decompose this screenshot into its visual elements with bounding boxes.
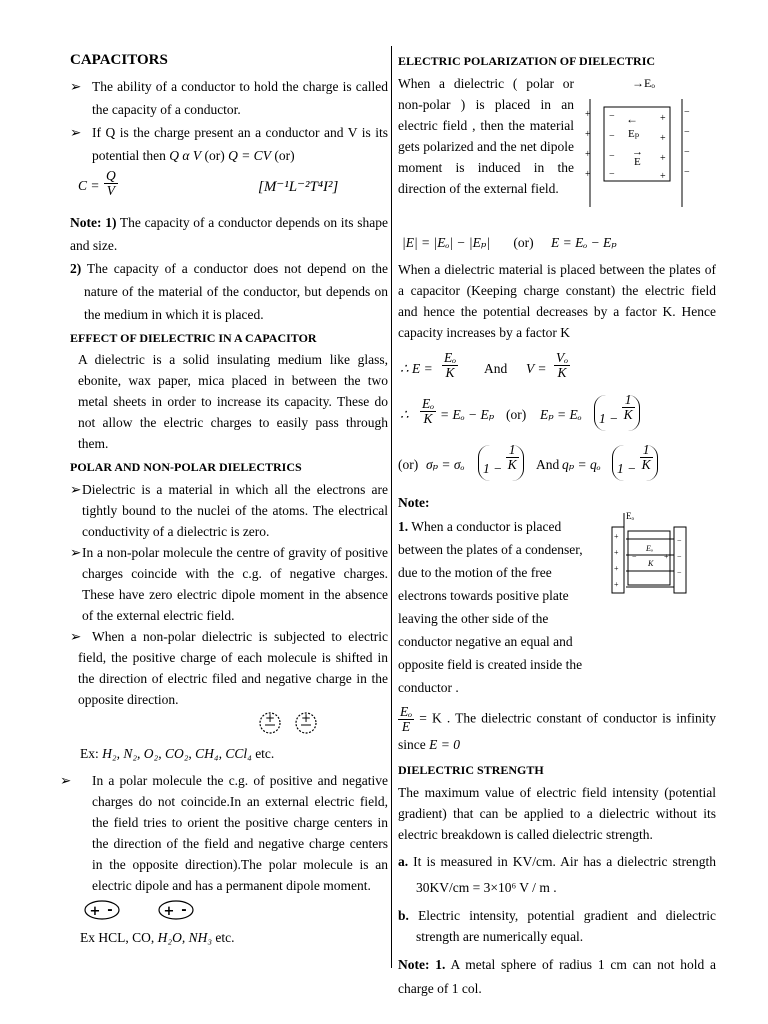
heading-polar-nonpolar: POLAR AND NON-POLAR DIELECTRICS <box>70 460 302 474</box>
arrow-bullet-icon: ➢ <box>70 482 82 497</box>
bullet-capacity-def: ➢ The ability of a conductor to hold the charge is called the capacity of a conductor. <box>70 75 388 121</box>
svg-text:+: + <box>300 711 312 725</box>
arrow-bullet-icon: ➢ <box>70 545 82 560</box>
svg-text:−: − <box>684 127 690 138</box>
svg-text:+: + <box>585 129 591 140</box>
conductor-note-block <box>398 511 716 699</box>
svg-text:+: + <box>664 552 669 561</box>
svg-text:+: + <box>614 580 619 589</box>
strength-point-b: b. Electric intensity, potential gradient and dielectric strength are numerically equal. <box>398 908 716 944</box>
svg-text:−: − <box>684 147 690 158</box>
formula-capacitance-row: C = $\frac{Q}{V}$ [M⁻¹L⁻²T⁴I²] <box>78 168 339 198</box>
svg-text:−: − <box>677 536 682 545</box>
svg-text:−: − <box>609 131 615 142</box>
note-heading: Note: <box>398 495 430 510</box>
conductor-diagram <box>604 509 694 595</box>
svg-text:+: + <box>660 113 666 124</box>
svg-text:+: + <box>660 133 666 144</box>
svg-text:−: − <box>684 107 690 118</box>
svg-text:−: − <box>677 568 682 577</box>
svg-text:−: − <box>609 111 615 122</box>
nonpolar-molecule-icons <box>70 710 388 736</box>
polar-molecule-icon <box>80 898 200 922</box>
svg-text:+: + <box>89 904 101 919</box>
fraction-q-over-v: $\frac{Q}{V}$ <box>106 168 116 198</box>
example-nonpolar: Ex: H₂, N₂, O₂, CO₂, CH₄, CCl₄ etc. <box>80 746 275 761</box>
polar-molecule-icons <box>70 898 388 924</box>
note-shape: Note: 1) The capacity of a conductor depends on its shape and size. <box>70 215 388 253</box>
arrow-bullet-icon: ➢ <box>70 79 82 94</box>
left-column <box>60 48 388 946</box>
bullet-charge-potential: ➢ If Q is the charge present an a conductor and V is its potential then Q α V (or) Q = CV (or) <box>70 121 388 167</box>
strength-paragraph: The maximum value of electric field intensity (potential gradient) that can be applied to a dielectric without its electric breakdown is called dielectric strength. <box>398 785 716 842</box>
polarization-paragraph: When a dielectric ( polar or non-polar ) is placed in an electric field , then the material gets polarized and the net dipole moment is induced in the direction of the external field. <box>398 76 574 196</box>
column-divider <box>391 46 392 968</box>
svg-text:+: + <box>163 904 175 919</box>
example-polar: Ex HCL, CO, H₂O, NH₃ etc. <box>80 930 235 945</box>
strength-point-a: a. It is measured in KV/cm. Air has a dielectric strength 30KV/cm = 3×10⁶ V / m . <box>398 854 717 895</box>
formula-ep-row: ∴ $\frac{\text{Eₒ}}{K}$ = Eₒ − Eₚ (or) Eₚ = Eₒ 1 − $\frac{1}{K}$ <box>398 393 716 439</box>
formula-q-cv: Q = CV <box>228 148 271 163</box>
svg-text:−: − <box>684 167 690 178</box>
svg-text:+: + <box>614 532 619 541</box>
svg-text:+: + <box>585 149 591 160</box>
formula-net-field: |E| = |Eₒ| − |Eₚ| (or) E = Eₒ − Eₚ <box>402 235 617 250</box>
arrow-bullet-icon: ➢ <box>60 773 72 788</box>
svg-text:+: + <box>585 109 591 120</box>
bullet-nonpolar: ➢ In a non-polar molecule the centre of gravity of positive charges coincide with the c.g. of negative charges. These have zero electric dipole moment in the absence of the external electric field. <box>70 542 388 626</box>
effect-paragraph: A dielectric is a solid insulating medium like glass, ebonite, wax paper, mica placed in between the two metal sheets in order to increase its capacity. These do not allow the electric charges to easily pass through them. <box>78 352 388 451</box>
svg-text:+: + <box>264 711 276 725</box>
svg-text:+: + <box>660 153 666 164</box>
fraction-eo-k: $\frac{\text{Eₒ}}{K}$ <box>444 350 457 380</box>
right-column <box>398 48 716 1001</box>
svg-text:-: - <box>181 903 187 918</box>
svg-text:+: + <box>585 169 591 180</box>
heading-electric-polarization: ELECTRIC POLARIZATION OF DIELECTRIC <box>398 54 656 68</box>
polarization-block <box>398 73 716 223</box>
svg-text:−: − <box>609 169 615 180</box>
formula-proportional: Q α V <box>169 148 202 163</box>
formula-e-v-row: ∴ E = $\frac{\text{Eₒ}}{K}$ And V = $\frac{\text{Vₒ}}{K}$ <box>400 350 569 380</box>
svg-text:Eₒ: Eₒ <box>646 544 654 553</box>
note-medium: 2) The capacity of a conductor does not depend on the nature of the material of the conductor, but depends on the medium in which it is placed. <box>70 261 388 322</box>
svg-text:Eₚ: Eₚ <box>628 128 640 140</box>
svg-text:E: E <box>634 156 641 168</box>
bullet-nonpolar-field: ➢ When a non-polar dielectric is subjected to electric field, the positive charge of each molecule is shifted in the direction of electric filed and negative charge in the opposite direction. <box>70 626 388 710</box>
svg-text:→: → <box>632 146 643 158</box>
polarization-diagram <box>584 73 694 213</box>
heading-dielectric-strength: DIELECTRIC STRENGTH <box>398 763 544 777</box>
nonpolar-molecule-icon <box>258 710 318 736</box>
dimensional-formula: [M⁻¹L⁻²T⁴I²] <box>258 179 339 195</box>
factor-k-paragraph: When a dielectric material is placed between the plates of a capacitor (Keeping charge constant) the electric field and hence the potential decreases by a factor K. Hence capacity increases by a factor K <box>398 262 716 340</box>
svg-text:+: + <box>614 564 619 573</box>
section-title-capacitors: CAPACITORS <box>70 52 168 68</box>
conductor-note-end: $\frac{\text{Eₒ}}{E}$ = K . The dielectric constant of conductor is infinity since E = 0 <box>398 704 716 752</box>
svg-text:Eₒ: Eₒ <box>626 511 635 521</box>
note-metal-sphere: Note: 1. A metal sphere of radius 1 cm can not hold a charge of 1 col. <box>398 957 716 996</box>
arrow-bullet-icon: ➢ <box>70 629 82 644</box>
formula-sigma-q-row: (or) σₚ = σₒ 1 − $\frac{1}{K}$ And qₚ = qₒ 1 − $\frac{1}{K}$ <box>398 443 716 487</box>
svg-text:−: − <box>632 552 637 561</box>
svg-text:→Eₒ: →Eₒ <box>632 76 655 90</box>
arrow-bullet-icon: ➢ <box>70 125 82 140</box>
svg-text:+: + <box>660 171 666 182</box>
svg-text:-: - <box>107 903 113 918</box>
svg-text:←: ← <box>626 112 638 126</box>
svg-text:K: K <box>648 559 654 568</box>
svg-text:−: − <box>609 151 615 162</box>
conductor-note-start: 1. When a conductor is placed between the plates of a condenser, due to the motion of the free electrons towards positive plate leaving the other side of the conductor negative an equal and opposite field is created inside the conductor . <box>398 519 583 695</box>
svg-text:+: + <box>614 548 619 557</box>
heading-effect-dielectric: EFFECT OF DIELECTRIC IN A CAPACITOR <box>70 331 317 345</box>
fraction-vo-k: $\frac{\text{Vₒ}}{K}$ <box>556 350 569 380</box>
bullet-polar: ➢ In a polar molecule the c.g. of positive and negative charges do not coincide.In an external electric field, the field tries to orient the positive charge centers in the direction of the field and negative charge centers in the opposite direction).The polar molecule is an electric dipole and has a permanent dipole moment. <box>60 770 388 896</box>
bullet-dielectric-def: ➢ Dielectric is a material in which all the electrons are tightly bound to the nuclei of the atoms. The electrical conductivity of a dielectric is zero. <box>70 479 388 542</box>
svg-text:−: − <box>677 552 682 561</box>
